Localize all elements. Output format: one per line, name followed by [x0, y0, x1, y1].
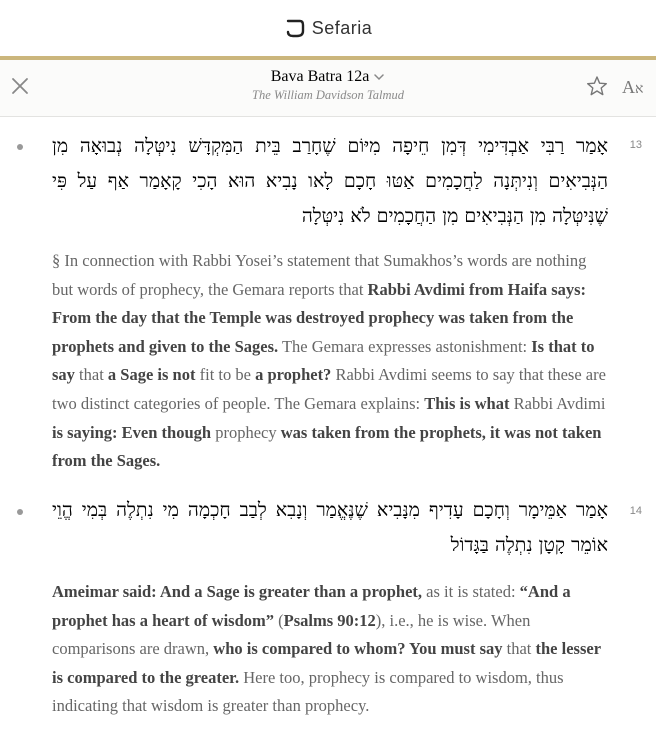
bold-phrase: Psalms 90:12 [283, 610, 376, 630]
text-run: as it is stated: [422, 582, 520, 601]
segment-bullet [17, 509, 23, 515]
bold-phrase: a Sage is not [107, 365, 196, 385]
text-run: ), i.e., he is wise. When comparisons are drawn, [52, 610, 531, 659]
close-button[interactable] [8, 74, 32, 98]
text-run: Rabbi Avdimi [509, 393, 606, 413]
text-run: Rabbi Avdimi seems to say that these are two distinct categories of people. The Gemara explains: [52, 365, 606, 413]
text-title-dropdown[interactable] [150, 68, 506, 86]
star-icon [586, 75, 608, 97]
hebrew-text: אָמַר רַבִּי אַבְדִּימִי דְּמִן חֵיפָה מִיּוֹם שֶׁחָרַב בֵּית הַמִּקְדָּשׁ נִיטְּלָה נְבוּאָה מִן הַנְּבִיאִים וְנִיתְּנָה לַחֲכָמִים אַטּוּ חָכָם לָאו נָבִיא הוּא הָכִי קָאָמַר אַף עַל פִּי שֶׁנִּיטְּלָה מִן הַנְּבִיאִים מִן הַחֲכָמִים לֹא נִיטְּלָה [52, 135, 608, 227]
text-title-group [150, 68, 506, 103]
app-name: Sefaria [311, 17, 373, 38]
bold-phrase: a prophet? [255, 365, 332, 385]
bold-phrase: Is that to say [52, 336, 595, 385]
english-translation [52, 578, 608, 721]
bold-phrase: Rabbi Avdimi from Haifa says: From the day that the Temple was destroyed prophecy was taken from the prophets and given to the Sages. [52, 279, 587, 356]
bold-phrase: who is compared to whom? You must say [213, 639, 503, 659]
text-run: that [74, 365, 108, 385]
chevron-down-icon [373, 71, 385, 83]
sefaria-logo-icon [284, 17, 306, 39]
segment-number: 14 [629, 505, 642, 517]
bold-phrase: Ameimar said: And a Sage is greater than a prophet, [52, 582, 423, 601]
page-subtitle: The William Davidson Talmud [252, 88, 404, 102]
top-bar [0, 0, 656, 56]
text-run: Here too, prophecy is compared to wisdom, thus indicating that wisdom is greater than prophecy. [52, 667, 564, 716]
bookmark-button[interactable] [585, 74, 609, 98]
hebrew-text: אָמַר אַמֵּימָר וְחָכָם עָדִיף מִנָּבִיא שֶׁנֶּאֱמַר וְנָבִא לְבַב חָכְמָה מִי נִתְלֶה בְּמִי הֱוֵי אוֹמֵר קָטָן נִתְלֶה בַּגָּדוֹל [52, 499, 608, 556]
segment-bullet [17, 144, 23, 150]
text-run: that [502, 639, 536, 659]
bold-phrase: was taken from the prophets, it was not taken from the Sages. [52, 422, 602, 471]
text-column [0, 117, 656, 732]
sefaria-logo[interactable] [284, 17, 373, 39]
bold-phrase: This is what [424, 393, 510, 413]
close-icon [11, 77, 29, 95]
text-run: fit to be [195, 365, 256, 385]
bold-phrase: is saying: Even though [52, 422, 212, 442]
language-toggle-button[interactable] [622, 74, 643, 98]
text-run: The Gemara expresses astonishment: [278, 336, 532, 356]
page-title: Bava Batra 12a [270, 68, 370, 85]
text-run: ( [274, 610, 284, 630]
text-run: § In connection with Rabbi Yosei’s statement that Sumakhos’s words are nothing but words of prophecy, the Gemara reports that [52, 251, 587, 299]
bold-phrase: “And a prophet has a heart of wisdom” [52, 582, 571, 630]
text-run: prophecy [211, 422, 281, 442]
segment-number: 13 [629, 139, 642, 151]
english-translation [52, 247, 608, 476]
reader-header [0, 60, 656, 117]
language-toggle-icon: Aא [622, 77, 644, 97]
bold-phrase: the lesser is compared to the greater. [52, 639, 601, 687]
